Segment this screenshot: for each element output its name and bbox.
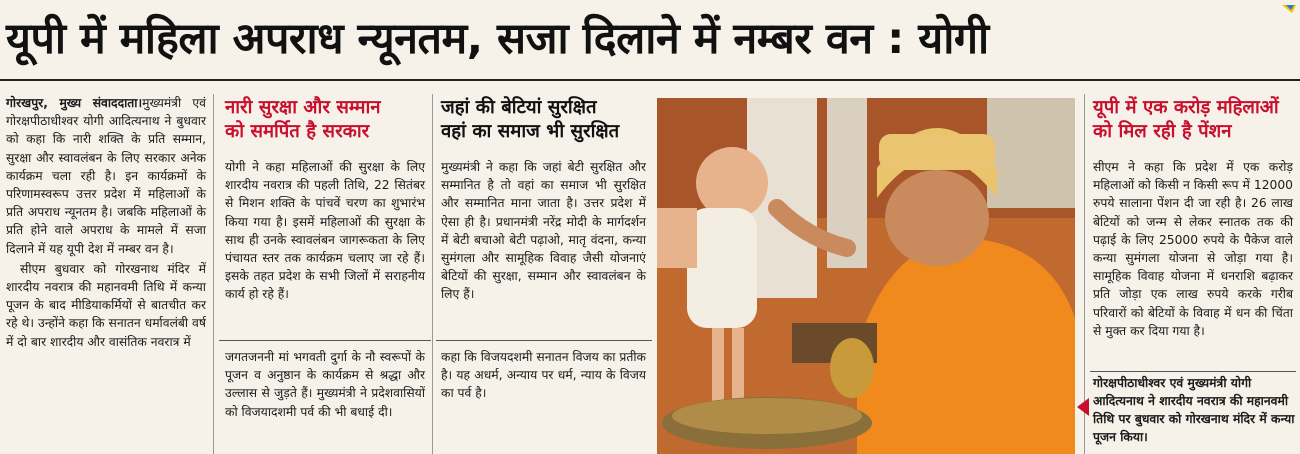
caption-arrow-icon bbox=[1077, 398, 1089, 416]
column-3-subhead bbox=[441, 96, 646, 144]
column-divider-2 bbox=[432, 94, 433, 454]
column-4-subhead-line-1: यूपी में एक करोड़ महिलाओं bbox=[1093, 97, 1279, 118]
column-4-subhead-line-2: को मिल रही है पेंशन bbox=[1093, 121, 1232, 142]
column-2-subhead bbox=[225, 96, 425, 144]
column-2-paragraph-1: योगी ने कहा महिलाओं की सुरक्षा के लिए शारदीय नवरात्र की पहली तिथि, 22 सितंबर से मिशन शक्ति के पांचवें चरण का शुभारंभ किया गया है। इसमें महिलाओं की सुरक्षा के साथ ही उनके स्वावलंबन जागरूकता के लिए पंचायत स्तर तक कार्यक्रम चलाए जा रहे हैं। इसके तहत प्रदेश के सभी जिलों में सराहनीय कार्य हो रहे हैं। bbox=[225, 160, 425, 302]
column-1 bbox=[6, 94, 206, 454]
photo-caption: गोरक्षपीठाधीश्वर एवं मुख्यमंत्री योगी आदित्यनाथ ने शारदीय नवरात्र की महानवमी तिथि पर बुधवार को गोरखनाथ मंदिर में कन्या पूजन किया। bbox=[1093, 376, 1295, 444]
column-4-paragraph-1: सीएम ने कहा कि प्रदेश में एक करोड़ महिलाओं को किसी न किसी रूप में 12000 रुपये सालाना पेंशन दी जा रही है। 26 लाख बेटियों को जन्म से लेकर स्नातक तक की पढ़ाई के लिए 25000 रुपये के पैकेज वाले कन्या सुमंगला योजना से जोड़ा गया है। सामूहिक विवाह योजना में धनराशि बढ़ाकर प्रति जोड़ा एक लाख रुपये करके गरीब परिवारों को बेटियों के विवाह में धन की चिंता से मुक्त कर दिया गया है। bbox=[1093, 160, 1293, 338]
corner-logo-icon bbox=[1256, 0, 1296, 10]
column-2-box-rule bbox=[219, 340, 431, 341]
column-3-subhead-line-2: वहां का समाज भी सुरक्षित bbox=[441, 121, 620, 142]
column-1-paragraph-2: सीएम बुधवार को गोरखनाथ मंदिर में शारदीय नवरात्र की महानवमी तिथि में कन्या पूजन के बाद मीडियाकर्मियों से बातचीत कर रहे थे। उन्होंने कहा कि सनातन धर्मावलंबी वर्ष में दो बार शारदीय और वासंतिक नवरात्र में bbox=[6, 261, 206, 349]
column-3-subhead-line-1: जहां की बेटियां सुरक्षित bbox=[441, 97, 597, 118]
headline: यूपी में महिला अपराध न्यूनतम, सजा दिलाने में नम्बर वन : योगी bbox=[6, 14, 989, 64]
headline-rule bbox=[0, 79, 1300, 81]
column-2-subhead-line-1: नारी सुरक्षा और सम्मान bbox=[225, 97, 381, 118]
caption-rule bbox=[1090, 371, 1296, 372]
column-2-paragraph-2: जगतजननी मां भगवती दुर्गा के नौ स्वरूपों के पूजन व अनुष्ठान के कार्यक्रम से श्रद्धा और उल्लास से जुड़ते हैं। मुख्यमंत्री ने प्रदेशवासियों को विजयादशमी पर्व की भी बधाई दी। bbox=[225, 350, 425, 419]
column-3-paragraph-1: मुख्यमंत्री ने कहा कि जहां बेटी सुरक्षित और सम्मानित है तो वहां का समाज भी सुरक्षित और सम्मानित माना जाता है। उत्तर प्रदेश में ऐसा ही है। प्रधानमंत्री नरेंद्र मोदी के मार्गदर्शन में बेटी बचाओ बेटी पढ़ाओ, मातृ वंदना, कन्या सुमंगला और सामूहिक विवाह जैसी योजनाएं बेटियों की सुरक्षा, सम्मान और स्वावलंबन के लिए हैं। bbox=[441, 160, 646, 302]
column-3-box-rule bbox=[436, 340, 652, 341]
news-photo bbox=[657, 98, 1075, 454]
column-divider-1 bbox=[213, 94, 214, 454]
column-4-subhead bbox=[1093, 96, 1298, 144]
column-3-paragraph-2: कहा कि विजयदशमी सनातन विजय का प्रतीक है। यह अधर्म, अन्याय पर धर्म, न्याय के विजय का पर्व है। bbox=[441, 350, 646, 401]
byline: गोरखपुर, मुख्य संवाददाता। bbox=[6, 96, 143, 110]
column-2-subhead-line-2: को समर्पित है सरकार bbox=[225, 121, 370, 142]
column-1-paragraph-1: मुख्यमंत्री एवं गोरक्षपीठाधीश्वर योगी आदित्यनाथ ने बुधवार को कहा कि नारी शक्ति के प्रति सम्मान, सुरक्षा और स्वावलंबन के लिए सरकार अनेक कार्यक्रम चला रही है। इन कार्यक्रमों के परिणामस्वरूप उत्तर प्रदेश में महिलाओं के प्रति अपराध न्यूनतम है। जबकि महिलाओं के प्रति होने वाले अपराध के मामले में सजा दिलाने में यह यूपी देश में नम्बर वन है। bbox=[6, 96, 206, 256]
